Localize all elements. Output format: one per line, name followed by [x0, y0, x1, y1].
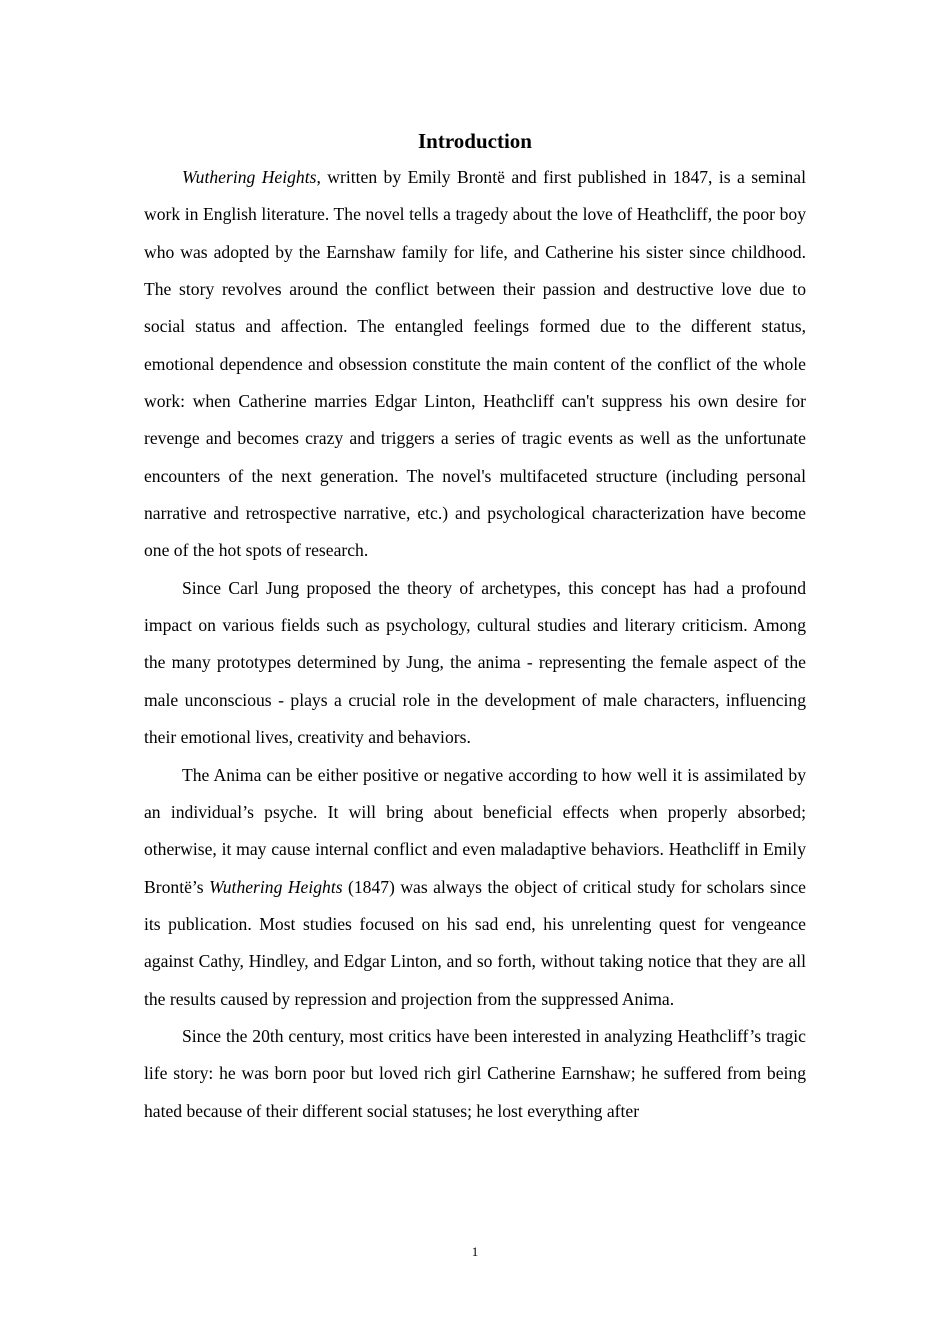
- page-number: 1: [471, 1244, 479, 1259]
- novel-title: Wuthering Heights: [209, 876, 343, 897]
- paragraph-text: , written by Emily Brontë and first published in 1847, is a seminal work in English literature. The novel tells a tragedy about the love of Heathcliff, the poor boy who was adopted by the Earnshaw family for life, and Catherine his sister since childhood. The story revolves around the conflict between their passion and destructive love due to social status and affection. The entangled feelings formed due to the different status, emotional dependence and obsession constitute the main content of the conflict of the whole work: when Catherine marries Edgar Linton, Heathcliff can't suppress his own desire for revenge and becomes crazy and triggers a series of tragic events as well as the unfortunate encounters of the next generation. The novel's multifaceted structure (including personal narrative and retrospective narrative, etc.) and psychological characterization have become one of the hot spots of research.: [144, 167, 806, 561]
- paragraph-critics: [144, 1018, 806, 1130]
- paragraph-text: (1847) was always the object of critical study for scholars since its publication. Most studies focused on his sad end, his unrelenting quest for vengeance against Cathy, Hindley, and Edgar Linton, and so forth, without taking notice that they are all the results caused by repression and projection from the suppressed Anima.: [144, 876, 806, 1009]
- paragraph-text: Since the 20th century, most critics have been interested in analyzing Heathcliff’s tragic life story: he was born poor but loved rich girl Catherine Earnshaw; he suffered from being hated because of their different social statuses; he lost everything after: [144, 1025, 806, 1121]
- paragraph-text: The Anima can be either positive or negative according to how well it is assimilated by an individual’s psyche. It will bring about beneficial effects when properly absorbed; otherwise, it may cause internal conflict and even maladaptive behaviors. Heathcliff in Emily Brontë’s: [144, 764, 806, 897]
- novel-title: Wuthering Heights: [182, 167, 317, 187]
- paragraph-anima: [144, 757, 806, 1018]
- paragraph-intro: [144, 159, 806, 570]
- paragraph-text: Since Carl Jung proposed the theory of archetypes, this concept has had a profound impact on various fields such as psychology, cultural studies and literary criticism. Among the many prototypes determined by Jung, the anima - representing the female aspect of the male unconscious - plays a crucial role in the development of male characters, influencing their emotional lives, creativity and behaviors.: [144, 577, 806, 748]
- section-heading: Introduction: [418, 129, 532, 153]
- paragraph-archetypes: [144, 570, 806, 757]
- body-text: [144, 159, 806, 1130]
